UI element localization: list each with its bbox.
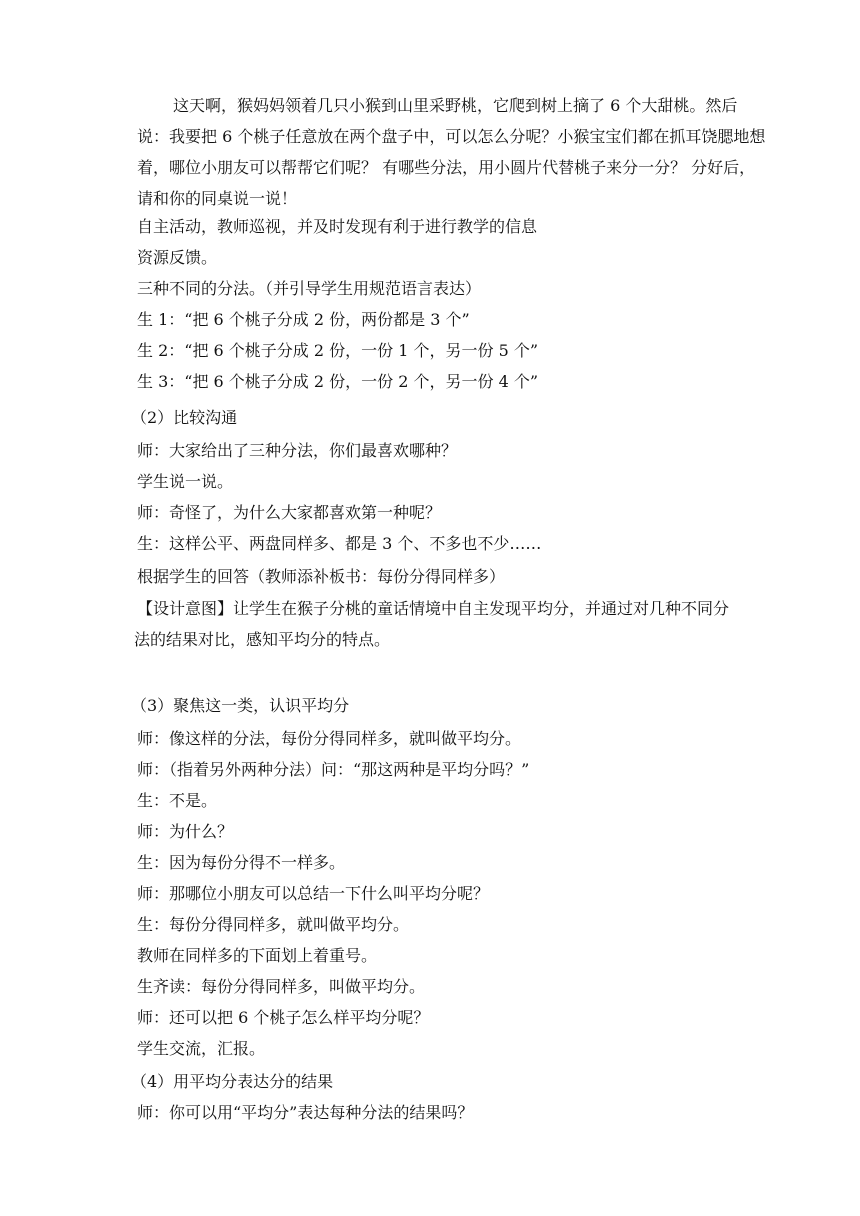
text-line: 生 2：“把 6 个桃子分成 2 份，一份 1 个，另一份 5 个” — [137, 341, 539, 360]
section-heading: （2）比较沟通 — [131, 408, 238, 427]
text-line: 自主活动，教师巡视，并及时发现有利于进行教学的信息 — [137, 217, 538, 236]
text-line: 师：（指着另外两种分法）问：“那这两种是平均分吗？” — [137, 760, 530, 779]
intro-paragraph — [137, 90, 785, 214]
text-line: 师：奇怪了，为什么大家都喜欢第一种呢？ — [137, 503, 442, 522]
text-line: 生 1：“把 6 个桃子分成 2 份，两份都是 3 个” — [137, 310, 470, 329]
intro-line-4: 请和你的同桌说一说！ — [137, 189, 298, 208]
text-line: 生：每份分得同样多，就叫做平均分。 — [137, 915, 410, 934]
design-line-1: 【设计意图】让学生在猴子分桃的童话情境中自主发现平均分，并通过对几种不同分 — [137, 599, 730, 618]
text-line: 师：你可以用“平均分”表达每种分法的结果吗？ — [137, 1103, 474, 1122]
text-line: 师：那哪位小朋友可以总结一下什么叫平均分呢？ — [137, 884, 490, 903]
intro-line-1: 这天啊，猴妈妈领着几只小猴到山里采野桃，它爬到树上摘了 6 个大甜桃。然后 — [173, 96, 738, 115]
text-line: 学生交流，汇报。 — [137, 1039, 266, 1058]
section-heading: （4）用平均分表达分的结果 — [131, 1072, 334, 1091]
text-line: 根据学生的回答（教师添补板书：每份分得同样多） — [137, 567, 506, 586]
design-intent-paragraph — [134, 593, 785, 655]
text-line: 资源反馈。 — [137, 248, 218, 267]
text-line: 师：还可以把 6 个桃子怎么样平均分呢？ — [137, 1008, 430, 1027]
text-line: 生齐读：每份分得同样多，叫做平均分。 — [137, 977, 426, 996]
text-line: 师：像这样的分法，每份分得同样多，就叫做平均分。 — [137, 729, 522, 748]
text-line: 生：这样公平、两盘同样多、都是 3 个、不多也不少…… — [137, 534, 542, 553]
section-heading: （3）聚焦这一类，认识平均分 — [131, 696, 350, 715]
text-line: 学生说一说。 — [137, 472, 234, 491]
text-line: 三种不同的分法。（并引导学生用规范语言表达） — [137, 279, 482, 298]
text-line: 生：不是。 — [137, 791, 218, 810]
text-line: 教师在同样多的下面划上着重号。 — [137, 946, 378, 965]
intro-line-3: 着，哪位小朋友可以帮帮它们呢？ 有哪些分法，用小圆片代替桃子来分一分？ 分好后， — [137, 158, 756, 177]
text-line: 生 3：“把 6 个桃子分成 2 份，一份 2 个，另一份 4 个” — [137, 372, 539, 391]
design-line-2: 法的结果对比，感知平均分的特点。 — [134, 630, 391, 649]
text-line: 生：因为每份分得不一样多。 — [137, 853, 346, 872]
text-line: 师：为什么？ — [137, 822, 234, 841]
text-line: 师：大家给出了三种分法，你们最喜欢哪种？ — [137, 441, 458, 460]
intro-line-2: 说：我要把 6 个桃子任意放在两个盘子中，可以怎么分呢？小猴宝宝们都在抓耳饶腮地想 — [137, 127, 766, 146]
